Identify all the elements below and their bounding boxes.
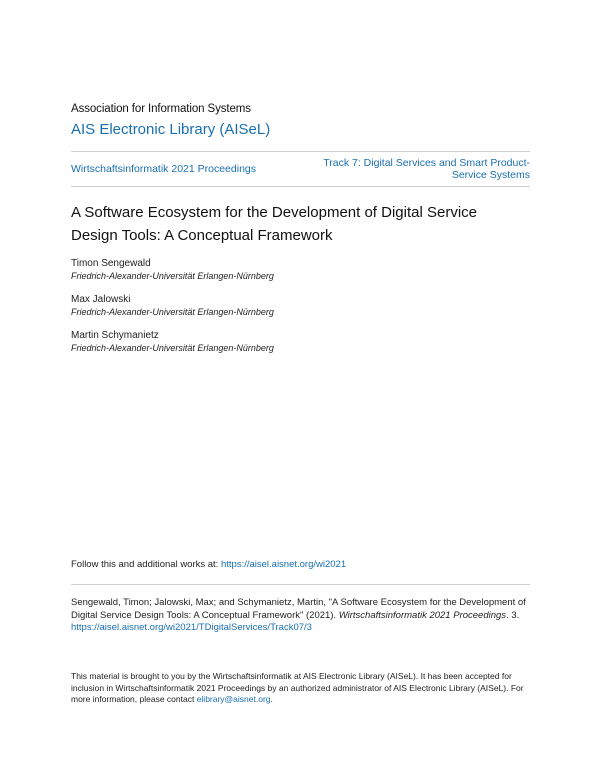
recommended-citation <box>71 597 533 635</box>
proceedings-link[interactable]: Wirtschaftsinformatik 2021 Proceedings <box>71 163 256 175</box>
author-name: Timon Sengewald <box>71 258 151 269</box>
paper-title: A Software Ecosystem for the Development of Digital Service Design Tools: A Conceptual Framework <box>71 204 478 244</box>
follow-line <box>71 559 346 570</box>
divider-nav <box>71 186 530 187</box>
access-notice <box>71 671 533 706</box>
divider-bottom <box>71 584 530 585</box>
author-affiliation: Friedrich-Alexander-Universität Erlangen-Nürnberg <box>71 271 274 281</box>
follow-link[interactable]: https://aisel.aisnet.org/wi2021 <box>220 559 347 570</box>
citation-text: Sengewald, Timon; Jalowski, Max; and Schymanietz, Martin, "A Software Ecosystem for the Development of Digital Service Design Tools: A Conceptual Framework" (2021). <box>71 597 526 621</box>
contact-email-link[interactable]: elibrary@aisnet.org <box>196 694 271 704</box>
track-link[interactable]: Track 7: Digital Services and Smart Product-Service Systems <box>323 157 530 181</box>
author-name: Martin Schymanietz <box>71 330 159 341</box>
citation-link[interactable]: https://aisel.aisnet.org/wi2021/TDigitalServices/Track07/3 <box>71 622 312 633</box>
organization-name: Association for Information Systems <box>71 103 251 115</box>
follow-text: Follow this and additional works at: <box>71 559 221 570</box>
library-link[interactable]: AIS Electronic Library (AISeL) <box>71 121 271 138</box>
author-affiliation: Friedrich-Alexander-Universität Erlangen-Nürnberg <box>71 343 274 353</box>
notice-end: . <box>270 694 273 704</box>
divider-top <box>71 151 530 152</box>
author-name: Max Jalowski <box>71 294 131 305</box>
citation-journal: Wirtschaftsinformatik 2021 Proceedings <box>338 609 507 621</box>
notice-text: This material is brought to you by the Wirtschaftsinformatik at AIS Electronic Library (AISeL). It has been accepted for inclusion in Wirtschaftsinformatik 2021 Proceedings by an authorized administrator of AIS Electronic Library (AISeL). For more information, please contact <box>71 671 524 704</box>
citation-suffix: . 3. <box>506 609 520 621</box>
author-block <box>71 257 274 282</box>
author-affiliation: Friedrich-Alexander-Universität Erlangen-Nürnberg <box>71 307 274 317</box>
author-block <box>71 329 274 354</box>
author-block <box>71 293 274 318</box>
